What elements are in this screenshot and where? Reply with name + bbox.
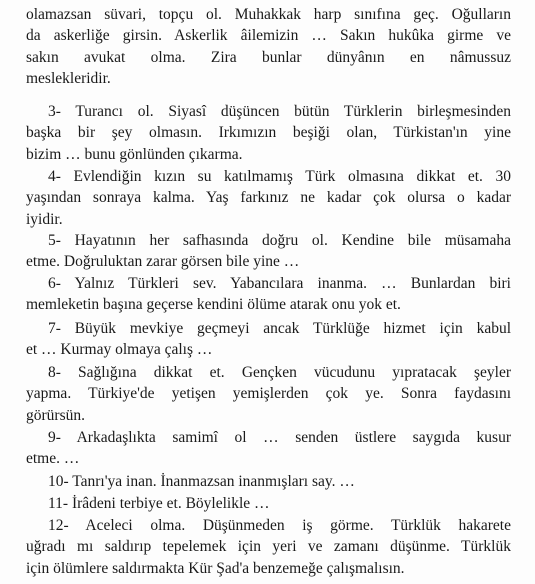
text-line: yaşından sonraya kalma. Yaş farkınız ne kadar çok olursa o kadar (26, 189, 511, 207)
text-line: 7- Büyük mevkiye geçmeyi ancak Türklüğe hizmet için kabul (48, 320, 511, 337)
text-line: iyidir. (26, 210, 63, 228)
text-line: uğradı mı saldırıp tepelemek için yeri ve zamanı düşünme. Türklük (26, 538, 511, 556)
text-line: görürsün. (26, 406, 85, 424)
text-line: 11- İrâdeni terbiye et. Böylelikle … (48, 495, 270, 512)
paragraph-item-12 (26, 515, 511, 579)
text-line: bizim … bunu gönlünden çıkarma. (26, 145, 243, 163)
text-line: olamazsan süvari, topçu ol. Muhakkak harp sınıfına geç. Oğulların (26, 6, 511, 23)
text-line: da askerliğe girsin. Askerlik âilemizin … Sakın hukûka girme ve (26, 27, 511, 45)
text-line: meslekleridir. (26, 70, 111, 88)
text-line: başka bir şey olmasın. Irkımızın beşiği olan, Türkistan'ın yine (26, 124, 511, 142)
text-line: et … Kurmay olmaya çalış … (26, 341, 213, 359)
paragraph-item-4 (26, 166, 511, 230)
paragraph-item-3 (26, 101, 511, 165)
text-line: için ölümlere saldırmakta Kür Şad'a benzemeğe çalışmalısın. (26, 559, 405, 577)
paragraph-item-7 (26, 318, 511, 361)
text-line: 8- Sağlığına dikkat et. Gençken vücudunu yıpratacak şeyler (48, 364, 511, 381)
text-line: 12- Aceleci olma. Düşünmeden iş görme. Türklük hakarete (48, 517, 511, 534)
text-line: 9- Arkadaşlıkta samimî ol … senden üstlere saygıda kusur (48, 429, 511, 446)
text-line: etme. Doğruluktan zarar görsen bile yine … (26, 253, 300, 271)
text-line: yapma. Türkiye'de yetişen yemişlerden çok ye. Sonra faydasını (26, 385, 511, 403)
text-line: 5- Hayatının her safhasında doğru ol. Kendine bile müsamaha (48, 232, 511, 249)
paragraph-item-6 (26, 273, 511, 316)
text-line: 3- Turancı ol. Siyasî düşüncen bütün Türklerin birleşmesinden (48, 103, 511, 120)
paragraph-item-11 (26, 493, 511, 514)
text-line: 10- Tanrı'ya inan. İnanmazsan inanmışları say. … (48, 473, 355, 490)
text-line: memleketin başına geçerse kendini ölüme atarak onu yok et. (26, 296, 401, 314)
paragraph-item-10 (26, 471, 511, 492)
text-line: sakın avukat olma. Zira bunlar dünyânın en nâmussuz (26, 48, 511, 66)
text-line: etme. … (26, 450, 80, 468)
text-line: 6- Yalnız Türkleri sev. Yabancılara inanma. … Bunlardan biri (48, 275, 511, 292)
paragraph-item-9 (26, 427, 511, 470)
paragraph-item-5 (26, 230, 511, 273)
text-line: 4- Evlendiğin kızın su katılmamış Türk olmasına dikkat et. 30 (48, 168, 511, 185)
paragraph-continuation (26, 4, 511, 90)
paragraph-item-8 (26, 362, 511, 426)
